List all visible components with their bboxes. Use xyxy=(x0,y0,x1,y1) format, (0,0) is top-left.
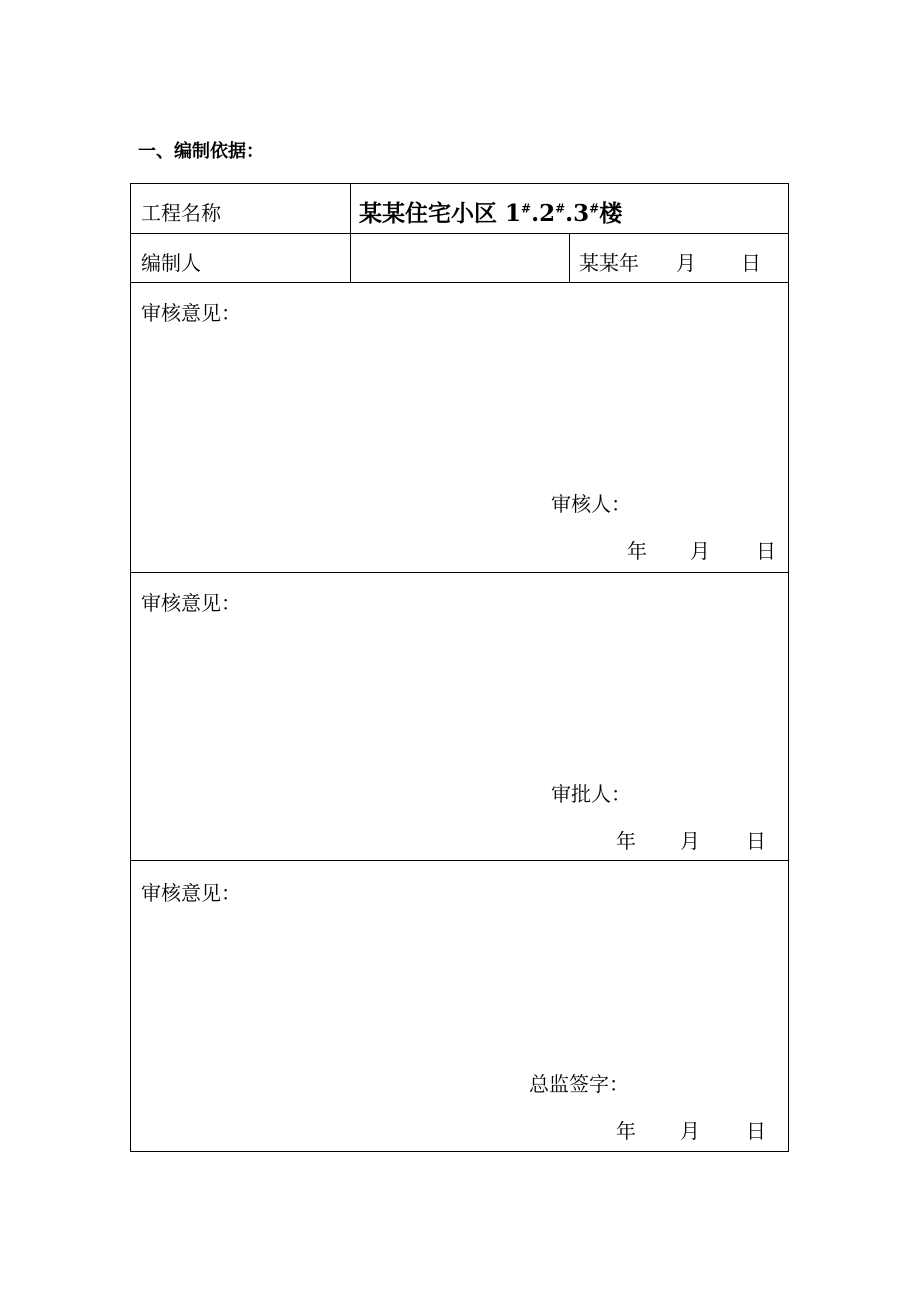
date-day: 日 xyxy=(756,539,776,563)
date-year: 年 xyxy=(616,1119,636,1143)
project-name-value-cell xyxy=(351,184,788,233)
section-heading: 一、编制依据： xyxy=(138,141,264,162)
project-name-text: .3 xyxy=(565,200,590,227)
review-section-3 xyxy=(131,861,788,1151)
date-year: 某某年 xyxy=(579,251,639,275)
project-name-label: 工程名称 xyxy=(141,201,221,225)
review-section-1 xyxy=(131,283,788,573)
review-opinion-title: 审核意见： xyxy=(141,591,241,615)
date-day: 日 xyxy=(741,251,761,275)
project-name-row xyxy=(131,184,788,234)
review-opinion-title: 审核意见： xyxy=(141,881,241,905)
project-name-value xyxy=(359,195,622,228)
author-value-cell[interactable] xyxy=(351,234,570,282)
date-year: 年 xyxy=(627,539,647,563)
author-label: 编制人 xyxy=(141,251,201,275)
review-opinion-title: 审核意见： xyxy=(141,301,241,325)
author-date-cell xyxy=(570,234,788,282)
author-row xyxy=(131,234,788,283)
project-name-label-cell xyxy=(131,184,351,233)
date-month: 月 xyxy=(680,1119,700,1143)
number-sign: # xyxy=(521,201,532,216)
reviewer-signature-label: 审核人： xyxy=(551,492,631,516)
project-name-text: 楼 xyxy=(599,200,623,227)
date-day: 日 xyxy=(746,829,766,853)
project-name-text: .2 xyxy=(531,200,556,227)
number-sign: # xyxy=(555,201,566,216)
date-month: 月 xyxy=(690,539,710,563)
date-day: 日 xyxy=(746,1119,766,1143)
date-month: 月 xyxy=(680,829,700,853)
date-month: 月 xyxy=(676,251,696,275)
project-name-text: 某某住宅小区 1 xyxy=(359,200,522,227)
review-section-2 xyxy=(131,573,788,861)
number-sign: # xyxy=(589,201,600,216)
author-label-cell xyxy=(131,234,351,282)
date-year: 年 xyxy=(616,829,636,853)
approver-signature-label: 审批人： xyxy=(551,782,631,806)
approval-form-table xyxy=(130,183,789,1152)
chief-supervisor-signature-label: 总监签字： xyxy=(529,1072,629,1096)
